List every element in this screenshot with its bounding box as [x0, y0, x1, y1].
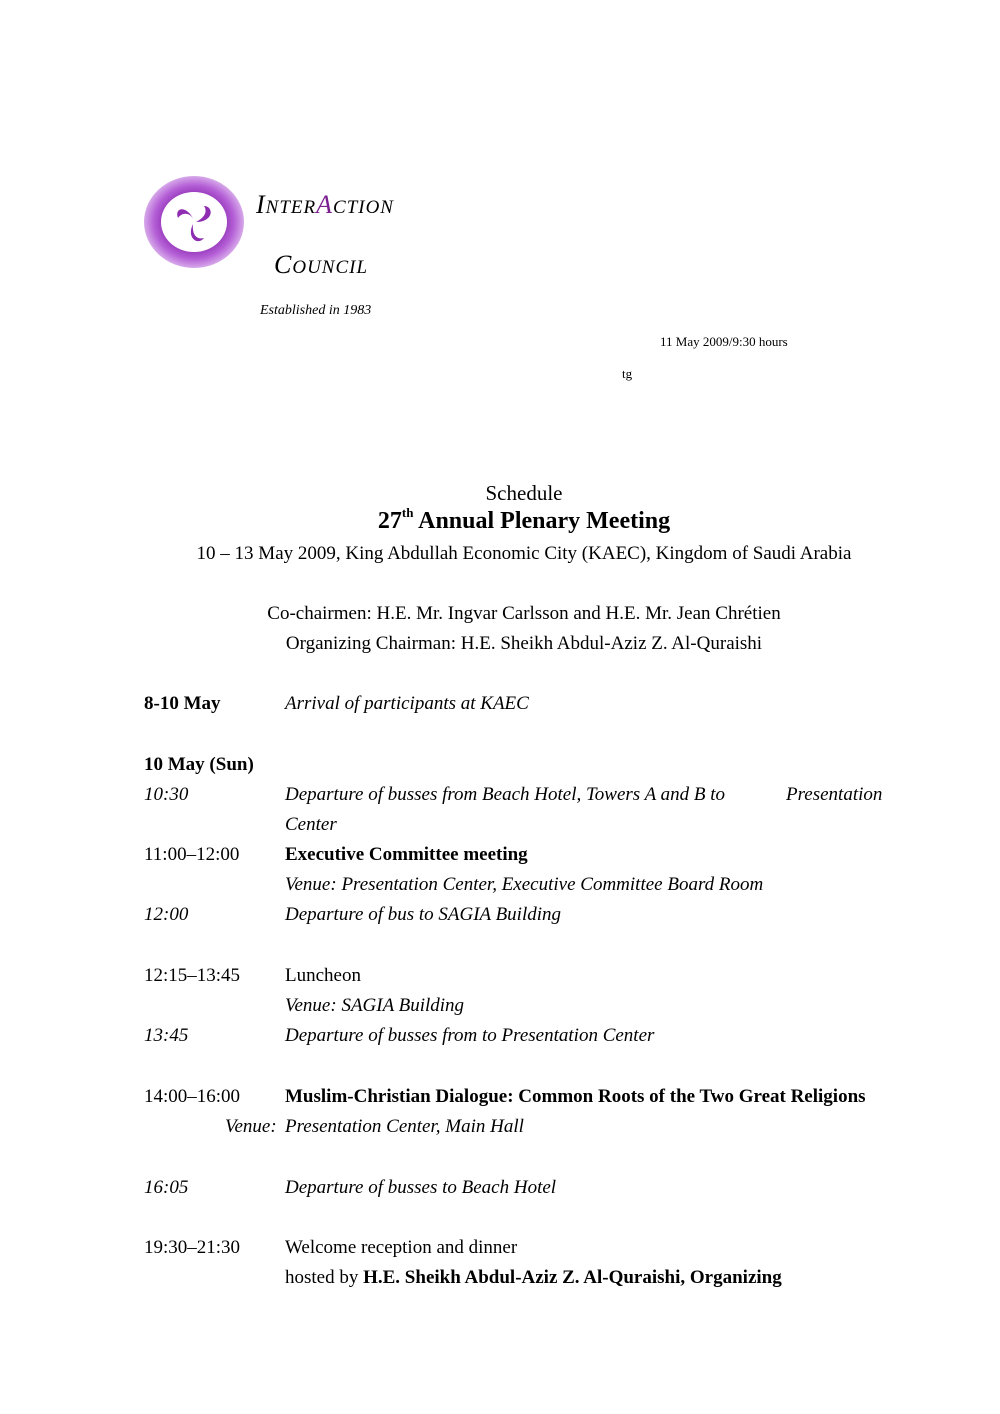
- time-1400: 14:00–16:00: [144, 1086, 241, 1107]
- co-chairmen: Co-chairmen: H.E. Mr. Ingvar Carlsson and H.E. Mr. Jean Chrétien: [267, 603, 781, 624]
- venue-1400: Presentation Center, Main Hall: [285, 1116, 524, 1137]
- time-1200: 12:00: [144, 904, 189, 925]
- host-prefix: hosted by: [285, 1267, 364, 1288]
- desc-1030-end: Presentation: [786, 784, 883, 805]
- author-initials: tg: [622, 366, 633, 381]
- venue-1215: Venue: SAGIA Building: [285, 995, 465, 1016]
- org-initial-a: A: [316, 190, 334, 219]
- time-1345: 13:45: [144, 1025, 189, 1046]
- time-1030: 10:30: [144, 784, 189, 805]
- org-ction: CTION: [333, 197, 394, 218]
- interaction-council-logo: [144, 176, 244, 268]
- meeting-place: 10 – 13 May 2009, King Abdullah Economic City (KAEC), Kingdom of Saudi Arabia: [196, 543, 852, 564]
- desc-1605: Departure of busses to Beach Hotel: [285, 1177, 557, 1198]
- document-kind: Schedule: [485, 481, 563, 505]
- desc-1030: Departure of busses from Beach Hotel, Towers A and B to: [285, 784, 725, 805]
- desc-1200: Departure of bus to SAGIA Building: [285, 904, 562, 925]
- org-name-line1: [256, 190, 394, 220]
- host-1930: [285, 1267, 782, 1289]
- venue-1100: Venue: Presentation Center, Executive Committee Board Room: [285, 874, 764, 895]
- desc-1345: Departure of busses from to Presentation Center: [285, 1025, 655, 1046]
- established-note: Established in 1983: [260, 303, 372, 318]
- venue-1400-label: Venue:: [225, 1116, 277, 1137]
- document-date: 11 May 2009/9:30 hours: [660, 334, 788, 349]
- time-1930: 19:30–21:30: [144, 1237, 241, 1258]
- day-heading: 10 May (Sun): [144, 754, 254, 775]
- time-1215: 12:15–13:45: [144, 965, 241, 986]
- org-ouncil: OUNCIL: [292, 257, 369, 278]
- desc-1030-cont: Center: [285, 814, 337, 835]
- desc-1215: Luncheon: [285, 965, 361, 986]
- meeting-title: [0, 505, 1000, 535]
- org-nter: NTER: [265, 197, 317, 218]
- desc-1100: Executive Committee meeting: [285, 844, 528, 865]
- meeting-ordinal: 27: [377, 508, 402, 534]
- arrival-day: 8-10 May: [144, 693, 221, 714]
- desc-1930: Welcome reception and dinner: [285, 1237, 518, 1258]
- organizing-chairman: Organizing Chairman: H.E. Sheikh Abdul-Aziz Z. Al-Quraishi: [285, 633, 763, 654]
- meeting-name: Annual Plenary Meeting: [413, 508, 671, 534]
- arrival-desc: Arrival of participants at KAEC: [285, 693, 529, 714]
- meeting-ordinal-suffix: th: [401, 505, 414, 520]
- org-initial-i: I: [256, 190, 266, 219]
- org-initial-c: C: [274, 250, 293, 279]
- time-1605: 16:05: [144, 1177, 189, 1198]
- time-1100: 11:00–12:00: [144, 844, 240, 865]
- desc-1400: Muslim-Christian Dialogue: Common Roots of the Two Great Religions: [285, 1086, 866, 1107]
- org-name-line2: [274, 250, 368, 280]
- host-name: H.E. Sheikh Abdul-Aziz Z. Al-Quraishi, Organizing: [363, 1267, 782, 1288]
